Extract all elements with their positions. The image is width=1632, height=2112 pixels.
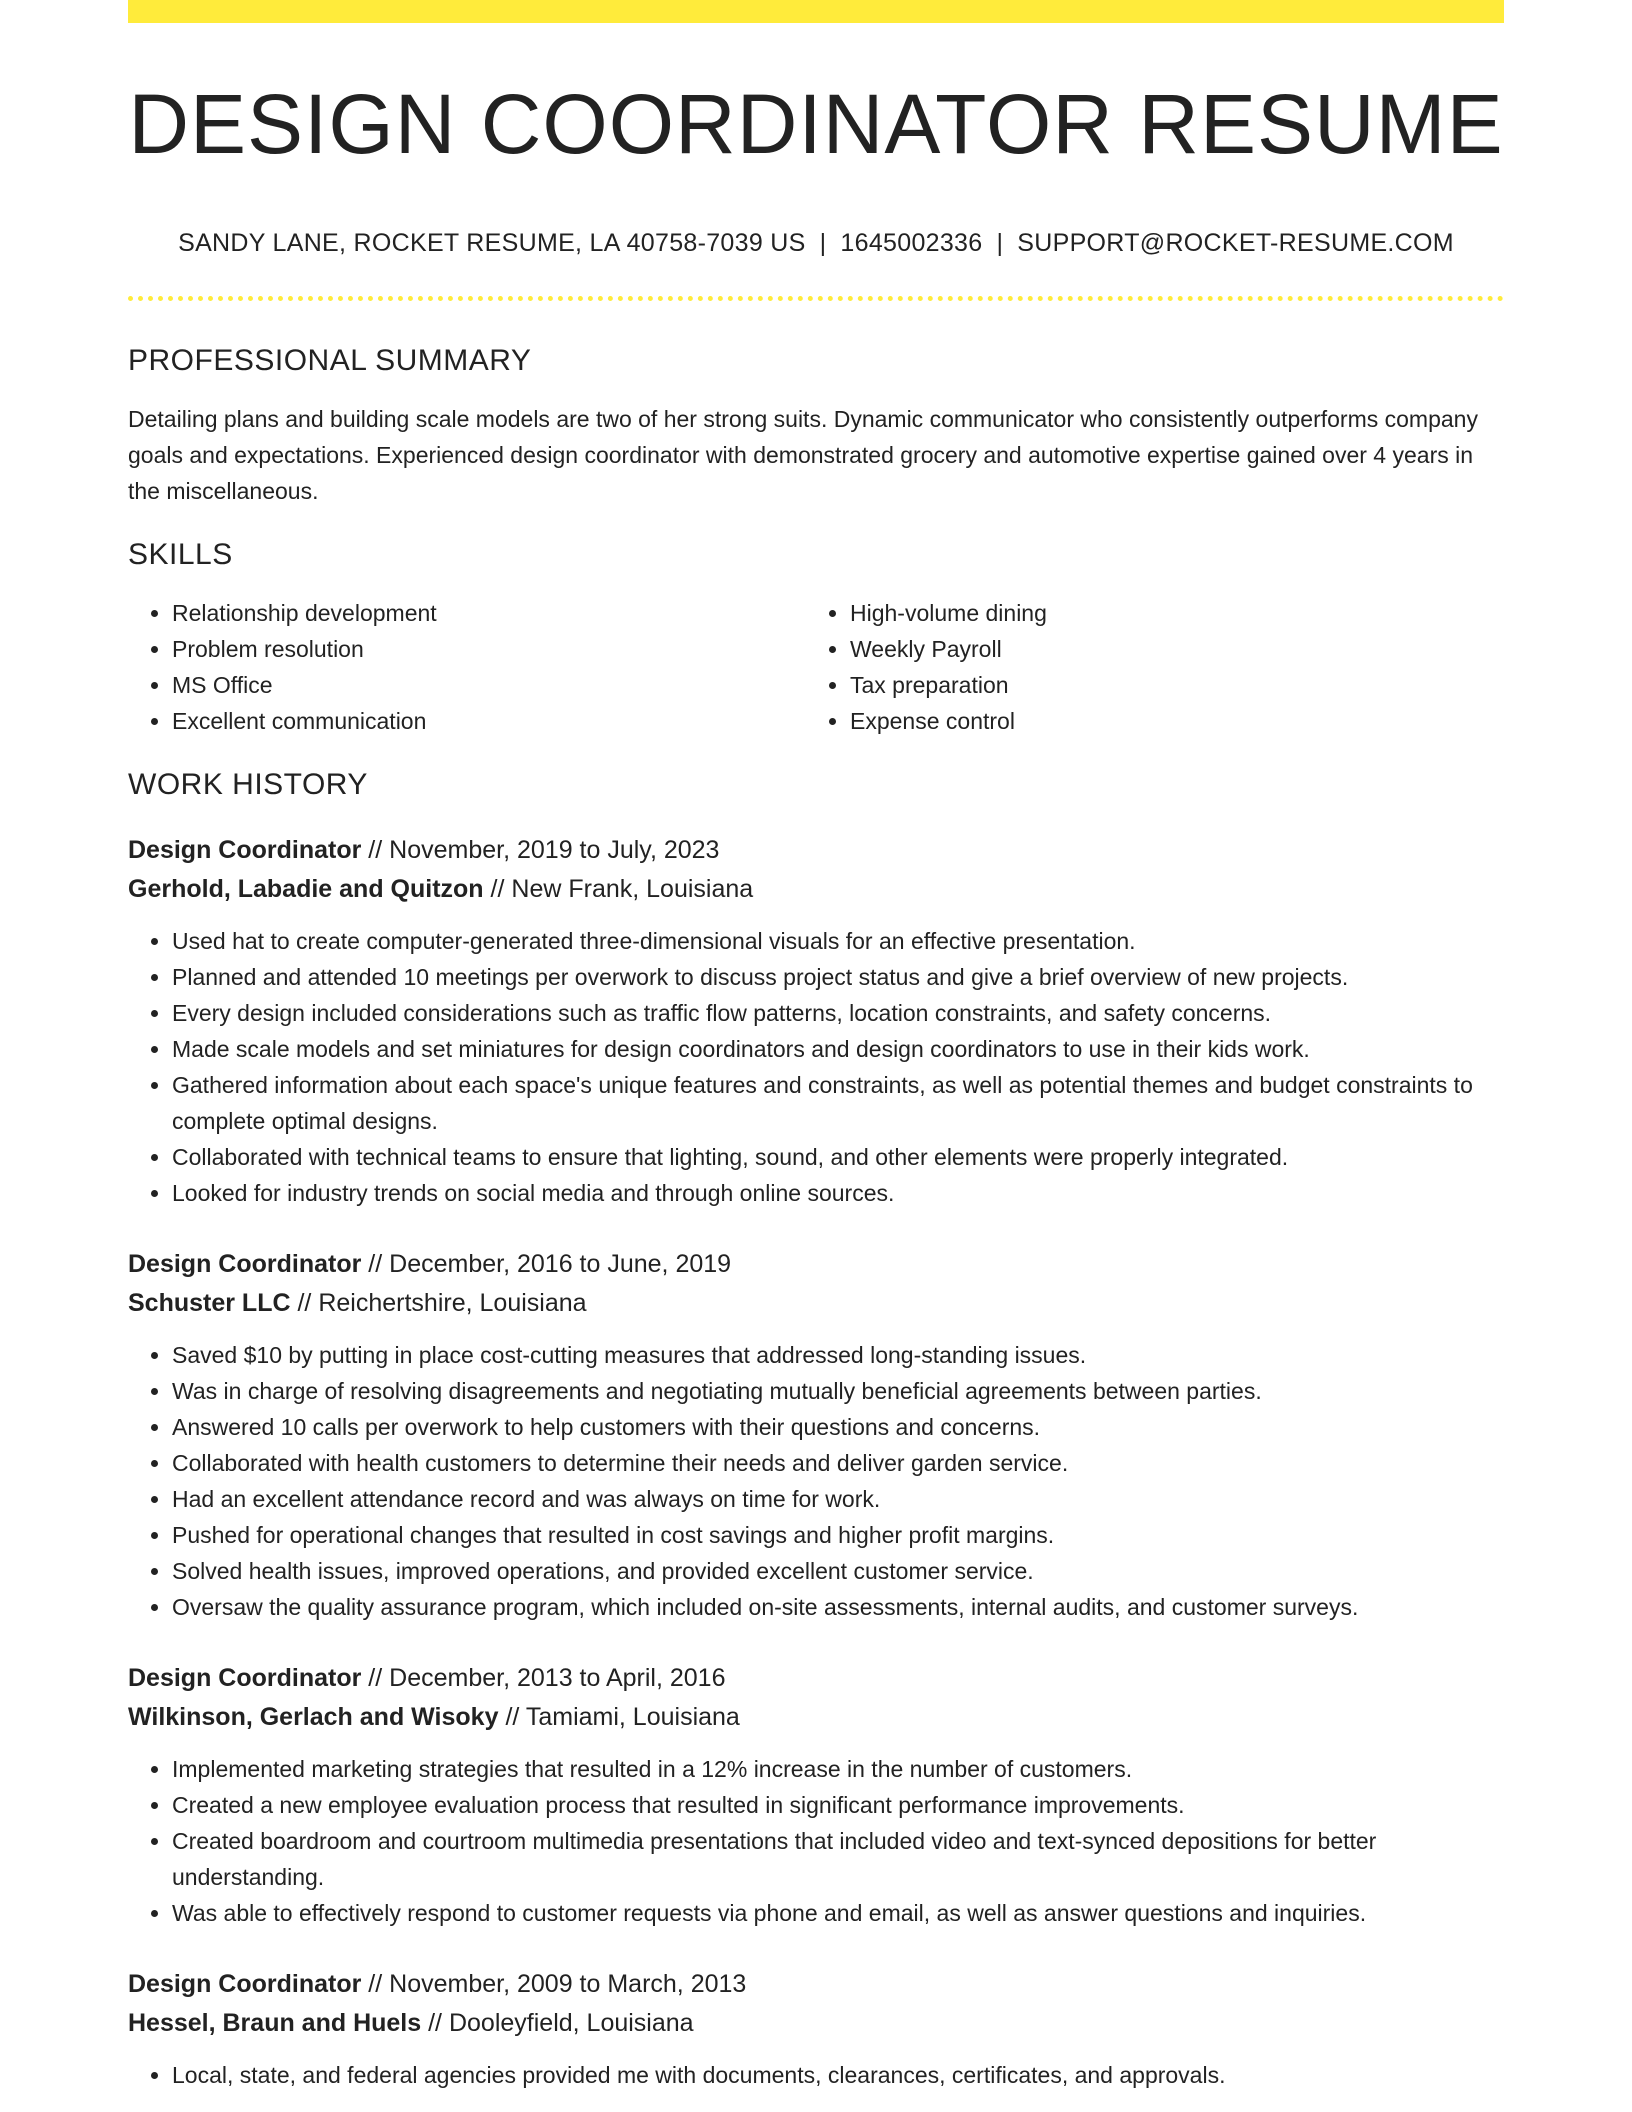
contact-email: SUPPORT@ROCKET-RESUME.COM bbox=[1017, 229, 1454, 257]
job-title: Design Coordinator bbox=[128, 1664, 362, 1692]
job-bullet: • Local, state, and federal agencies provided me with documents, clearances, certificates, and approvals. bbox=[172, 2057, 1504, 2093]
header-divider bbox=[128, 296, 1504, 301]
job-title-line bbox=[128, 1245, 1504, 1284]
job-separator: // bbox=[368, 1664, 383, 1692]
job-bullet: • Planned and attended 10 meetings per overwork to discuss project status and give a brief overview of new projects. bbox=[172, 959, 1504, 995]
job-company-line bbox=[128, 2004, 1504, 2043]
job-bullets bbox=[128, 1751, 1504, 1931]
job-entry bbox=[128, 831, 1504, 1211]
job-bullet: • Oversaw the quality assurance program, which included on-site assessments, internal audits, and customer surveys. bbox=[172, 1589, 1504, 1625]
job-title: Design Coordinator bbox=[128, 1250, 362, 1278]
job-dates: December, 2013 to April, 2016 bbox=[389, 1664, 726, 1692]
skill-item: • High-volume dining bbox=[850, 595, 1484, 631]
skill-item: • MS Office bbox=[172, 667, 806, 703]
top-accent-bar bbox=[128, 0, 1504, 23]
contact-separator: | bbox=[819, 229, 827, 257]
job-location: New Frank, Louisiana bbox=[511, 875, 754, 903]
job-company: Schuster LLC bbox=[128, 1289, 291, 1317]
job-bullets bbox=[128, 923, 1504, 1211]
job-separator: // bbox=[368, 1970, 383, 1998]
job-bullet: • Implemented marketing strategies that resulted in a 12% increase in the number of customers. bbox=[172, 1751, 1504, 1787]
job-bullet: • Gathered information about each space's unique features and constraints, as well as potential themes and budget constraints to complete optimal designs. bbox=[172, 1067, 1504, 1139]
skill-item: • Expense control bbox=[850, 703, 1484, 739]
job-company: Hessel, Braun and Huels bbox=[128, 2009, 422, 2037]
job-dates: December, 2016 to June, 2019 bbox=[389, 1250, 732, 1278]
job-bullets bbox=[128, 2057, 1504, 2093]
job-title-line bbox=[128, 1659, 1504, 1698]
contact-line bbox=[128, 229, 1504, 258]
job-entry bbox=[128, 1245, 1504, 1625]
summary-heading: PROFESSIONAL SUMMARY bbox=[128, 344, 532, 377]
job-bullet: • Answered 10 calls per overwork to help customers with their questions and concerns. bbox=[172, 1409, 1504, 1445]
job-bullets bbox=[128, 1337, 1504, 1625]
job-bullet: • Created boardroom and courtroom multimedia presentations that included video and text-synced depositions for better understanding. bbox=[172, 1823, 1504, 1895]
job-location: Tamiami, Louisiana bbox=[525, 1703, 740, 1731]
skill-item: • Weekly Payroll bbox=[850, 631, 1484, 667]
skill-item: • Relationship development bbox=[172, 595, 806, 631]
job-separator: // bbox=[297, 1289, 312, 1317]
job-bullet: • Was in charge of resolving disagreements and negotiating mutually beneficial agreements between parties. bbox=[172, 1373, 1504, 1409]
skill-item: • Excellent communication bbox=[172, 703, 806, 739]
job-title: Design Coordinator bbox=[128, 836, 362, 864]
job-bullet: • Made scale models and set miniatures for design coordinators and design coordinators to use in their kids work. bbox=[172, 1031, 1504, 1067]
skills-heading: SKILLS bbox=[128, 538, 233, 571]
skills-column-left bbox=[128, 595, 806, 739]
skill-item: • Tax preparation bbox=[850, 667, 1484, 703]
job-location: Reichertshire, Louisiana bbox=[318, 1289, 587, 1317]
job-entry bbox=[128, 1965, 1504, 2093]
skill-item: • Problem resolution bbox=[172, 631, 806, 667]
job-title-line bbox=[128, 831, 1504, 870]
skills-column-right bbox=[806, 595, 1484, 739]
job-company: Gerhold, Labadie and Quitzon bbox=[128, 875, 484, 903]
job-separator: // bbox=[368, 836, 383, 864]
job-bullet: • Saved $10 by putting in place cost-cutting measures that addressed long-standing issues. bbox=[172, 1337, 1504, 1373]
job-title-line bbox=[128, 1965, 1504, 2004]
contact-phone: 1645002336 bbox=[840, 229, 983, 257]
job-company-line bbox=[128, 870, 1504, 909]
job-bullet: • Every design included considerations such as traffic flow patterns, location constraints, and safety concerns. bbox=[172, 995, 1504, 1031]
job-company-line bbox=[128, 1284, 1504, 1323]
job-bullet: • Used hat to create computer-generated three-dimensional visuals for an effective presentation. bbox=[172, 923, 1504, 959]
job-entry bbox=[128, 1659, 1504, 1931]
job-company: Wilkinson, Gerlach and Wisoky bbox=[128, 1703, 499, 1731]
job-dates: November, 2009 to March, 2013 bbox=[389, 1970, 747, 1998]
resume-page bbox=[128, 0, 1504, 2112]
contact-separator: | bbox=[996, 229, 1004, 257]
job-separator: // bbox=[368, 1250, 383, 1278]
job-bullet: • Collaborated with health customers to determine their needs and deliver garden service. bbox=[172, 1445, 1504, 1481]
job-bullet: • Had an excellent attendance record and was always on time for work. bbox=[172, 1481, 1504, 1517]
job-bullet: • Collaborated with technical teams to ensure that lighting, sound, and other elements were properly integrated. bbox=[172, 1139, 1504, 1175]
job-bullet: • Was able to effectively respond to customer requests via phone and email, as well as answer questions and inquiries. bbox=[172, 1895, 1504, 1931]
page-title: DESIGN COORDINATOR RESUME bbox=[128, 77, 1504, 171]
contact-address: SANDY LANE, ROCKET RESUME, LA 40758-7039 US bbox=[178, 229, 806, 257]
job-separator: // bbox=[505, 1703, 520, 1731]
job-company-line bbox=[128, 1698, 1504, 1737]
job-separator: // bbox=[490, 875, 505, 903]
job-dates: November, 2019 to July, 2023 bbox=[389, 836, 720, 864]
job-bullet: • Created a new employee evaluation process that resulted in significant performance improvements. bbox=[172, 1787, 1504, 1823]
work-history-heading: WORK HISTORY bbox=[128, 768, 368, 801]
job-bullet: • Looked for industry trends on social media and through online sources. bbox=[172, 1175, 1504, 1211]
job-bullet: • Pushed for operational changes that resulted in cost savings and higher profit margins. bbox=[172, 1517, 1504, 1553]
skills-list bbox=[128, 595, 1504, 739]
job-bullet: • Solved health issues, improved operations, and provided excellent customer service. bbox=[172, 1553, 1504, 1589]
job-title: Design Coordinator bbox=[128, 1970, 362, 1998]
summary-text: Detailing plans and building scale models are two of her strong suits. Dynamic communicator who consistently outperforms company goals and expectations. Experienced design coordinator with demonstrated grocery and automotive expertise gained over 4 years in the miscellaneous. bbox=[128, 406, 1478, 504]
job-location: Dooleyfield, Louisiana bbox=[448, 2009, 694, 2037]
job-separator: // bbox=[428, 2009, 443, 2037]
